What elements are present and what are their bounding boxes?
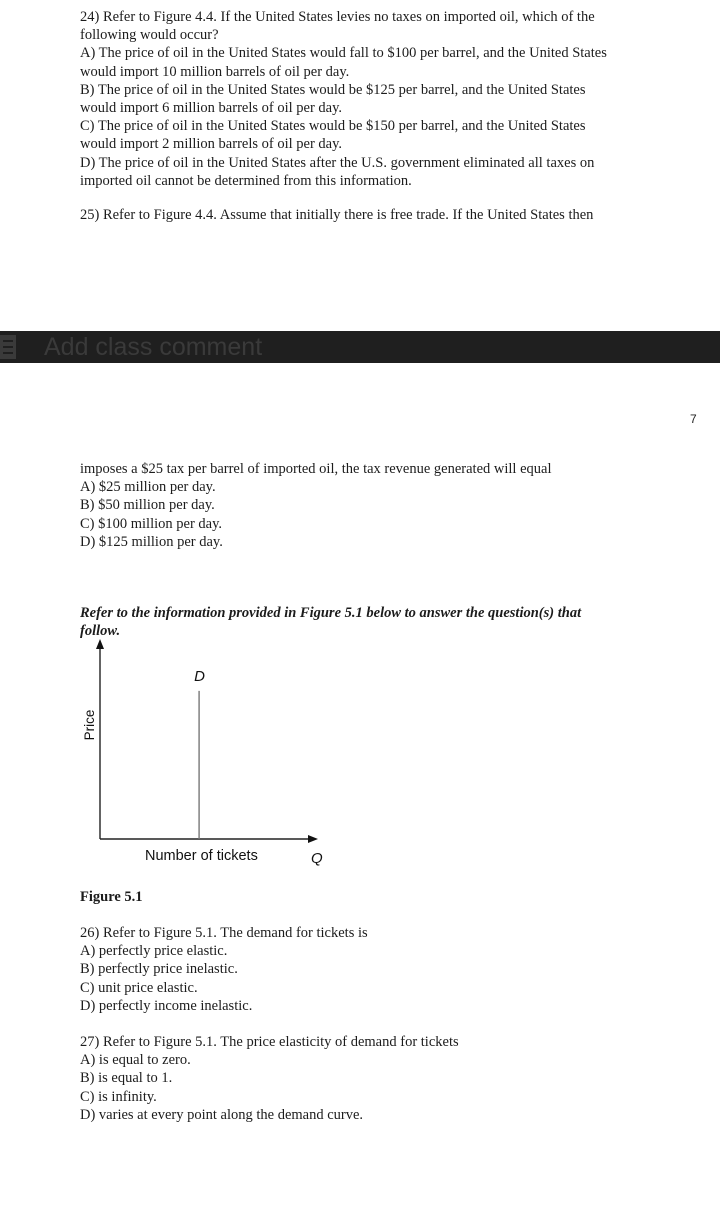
question-26-option-d: D) perfectly income inelastic. [80, 997, 253, 1014]
question-26-option-b: B) perfectly price inelastic. [80, 961, 238, 978]
question-27-option-c: C) is infinity. [80, 1088, 157, 1105]
question-24 [80, 8, 680, 190]
question-27-option-d: D) varies at every point along the demand curve. [80, 1106, 364, 1123]
question-25-option-c: C) $100 million per day. [80, 515, 223, 532]
figure-intro [80, 604, 680, 640]
question-27 [80, 1033, 680, 1124]
question-25-option-b: B) $50 million per day. [80, 497, 215, 514]
question-26-option-c: C) unit price elastic. [80, 979, 198, 996]
figure-intro-line: follow. [80, 623, 121, 640]
question-26 [80, 924, 680, 1015]
question-27-option-a: A) is equal to zero. [80, 1052, 191, 1069]
question-26-line: 26) Refer to Figure 5.1. The demand for tickets is [80, 925, 368, 941]
question-26-option-a: A) perfectly price elastic. [80, 943, 228, 960]
question-27-option-b: B) is equal to 1. [80, 1070, 173, 1087]
question-25-option-d: D) $125 million per day. [80, 533, 223, 550]
add-class-comment-bar[interactable] [0, 331, 720, 363]
question-25-start [80, 206, 680, 224]
question-24-option-c-cont: would import 2 million barrels of oil per day. [80, 136, 343, 153]
page-number: 7 [690, 412, 697, 426]
figure-caption [80, 888, 680, 906]
question-27-line: 27) Refer to Figure 5.1. The price elasticity of demand for tickets [80, 1034, 459, 1050]
question-24-option-d-cont: imported oil cannot be determined from this information. [80, 172, 412, 189]
x-axis-symbol: Q [311, 850, 323, 867]
question-24-option-b: B) The price of oil in the United States would be $125 per barrel, and the United States [80, 81, 586, 98]
question-24-option-a-cont: would import 10 million barrels of oil per day. [80, 63, 350, 80]
comment-icon [0, 335, 18, 359]
question-24-option-b-cont: would import 6 million barrels of oil per day. [80, 100, 343, 117]
figure-intro-line: Refer to the information provided in Figure 5.1 below to answer the question(s) that [80, 605, 582, 621]
question-25-line: 25) Refer to Figure 4.4. Assume that initially there is free trade. If the United States then [80, 207, 594, 223]
question-24-option-c: C) The price of oil in the United States would be $150 per barrel, and the United States [80, 118, 586, 135]
x-axis-arrow [308, 835, 318, 843]
demand-label: D [194, 667, 205, 685]
question-25-line: imposes a $25 tax per barrel of imported oil, the tax revenue generated will equal [80, 461, 552, 477]
y-axis-arrow [96, 639, 104, 649]
question-25-continued [80, 460, 680, 551]
question-24-option-a: A) The price of oil in the United States would fall to $100 per barrel, and the United States [80, 45, 607, 62]
question-24-option-d: D) The price of oil in the United States after the U.S. government eliminated all taxes on [80, 154, 595, 171]
figure-caption-text: Figure 5.1 [80, 889, 143, 905]
add-class-comment-label[interactable]: Add class comment [44, 333, 263, 361]
question-24-line: 24) Refer to Figure 4.4. If the United States levies no taxes on imported oil, which of the [80, 9, 595, 25]
y-axis-label: Price [82, 709, 97, 741]
x-axis-label: Number of tickets [145, 848, 258, 864]
question-25-option-a: A) $25 million per day. [80, 479, 216, 496]
question-24-line: following would occur? [80, 27, 219, 44]
